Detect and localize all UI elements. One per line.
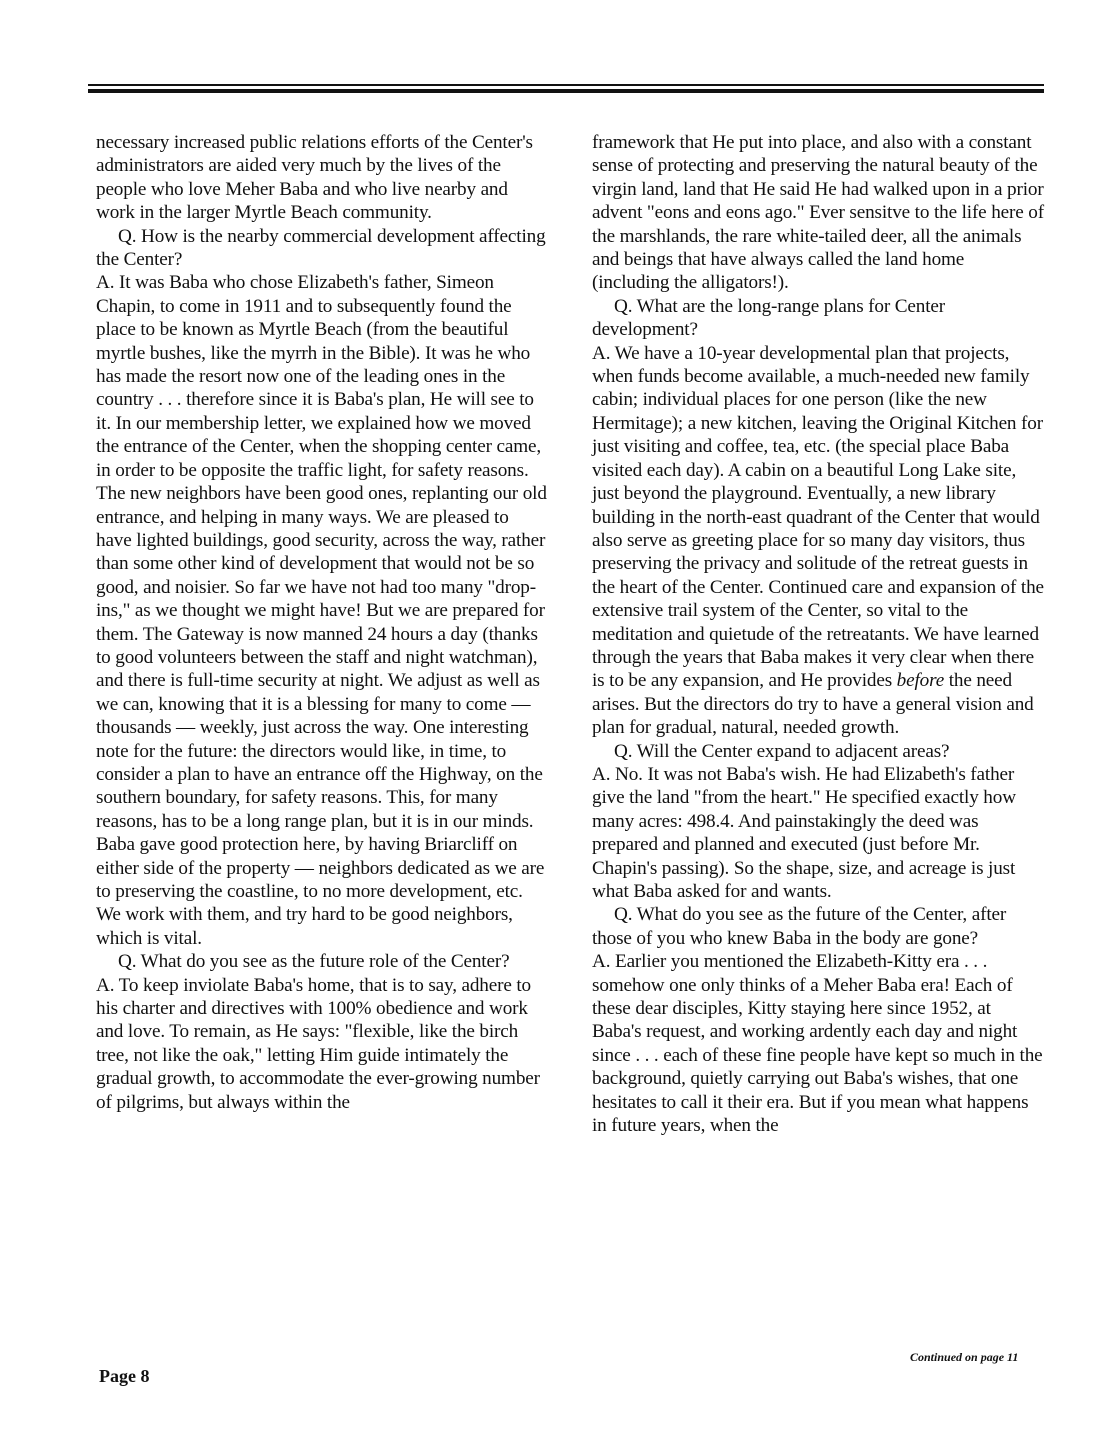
question-paragraph: Q. What are the long-range plans for Center development?: [592, 295, 945, 341]
top-rule-thick-line: [88, 89, 1044, 93]
right-column: [592, 131, 1044, 1137]
answer-paragraph: A. Earlier you mentioned the Elizabeth-Kitty era . . . somehow one only thinks of a Meher Baba era! Each of these dear disciples, Kitty staying here since 1952, at Baba's request, and working ardently each day and night since . . . each of these fine people have kept so much in the background, quietly carrying out Baba's wishes, that one hesitates to call it their era. But if you mean what happens in future years, when the: [592, 951, 1043, 1137]
paragraph: necessary increased public relations efforts of the Center's administrators are aided very much by the lives of the people who love Meher Baba and who live nearby and work in the larger Myrtle Beach community.: [96, 132, 533, 224]
top-rule: [88, 84, 1044, 94]
question-paragraph: Q. How is the nearby commercial development affecting the Center?: [96, 225, 546, 271]
answer-paragraph: [592, 342, 1044, 740]
question-paragraph: Q. What do you see as the future role of the Center?: [118, 951, 510, 973]
emphasized-word: before: [896, 670, 945, 692]
left-column: [96, 131, 548, 1114]
answer-text-after-emphasis: the need arises. But the directors do try to have a general vision and plan for gradual, natural, needed growth.: [592, 670, 1034, 739]
paragraph: framework that He put into place, and also with a constant sense of protecting and preserving the natural beauty of the virgin land, land that He said He had walked upon in a prior advent "eons and eons ago." Ever sensitve to the life here of the marshlands, the rare white-tailed deer, all the animals and beings that have always called the land home (including the alligators!).: [592, 132, 1044, 294]
continued-note: Continued on page 11: [910, 1350, 1019, 1364]
answer-text-before-emphasis: A. We have a 10-year developmental plan that projects, when funds become available, a much-needed new family cabin; individual places for one person (like the new Hermitage); a new kitchen, leaving the Original Kitchen for just visiting and coffee, tea, etc. (the special place Baba visited each day). A cabin on a beautiful Long Lake site, just beyond the playground. Eventually, a new library building in the north-east quadrant of the Center that would also serve as greeting place for so many day visitors, thus preserving the privacy and solitude of the retreat guests in the heart of the Center. Continued care and expansion of the extensive trail system of the Center, so vital to the meditation and quietude of the retreatants. We have learned through the years that Baba makes it very clear when there is to be any expansion, and He provides: [592, 342, 1044, 692]
question-paragraph: Q. What do you see as the future of the Center, after those of you who knew Baba in the body are gone?: [592, 904, 1007, 949]
answer-paragraph: A. No. It was not Baba's wish. He had Elizabeth's father give the land "from the heart." He specified exactly how many acres: 498.4. And painstakingly the deed was prepared and planned and executed (just before Mr. Chapin's passing). So the shape, size, and acreage is just what Baba asked for and wants.: [592, 763, 1016, 902]
answer-paragraph: A. To keep inviolate Baba's home, that is to say, adhere to his charter and directives with 100% obedience and work and love. To remain, as He says: "flexible, like the birch tree, not like the oak," letting Him guide intimately the gradual growth, to accommodate the ever-growing number of pilgrims, but always within the: [96, 974, 540, 1113]
question-paragraph: Q. Will the Center expand to adjacent areas?: [614, 740, 950, 762]
answer-paragraph: A. It was Baba who chose Elizabeth's father, Simeon Chapin, to come in 1911 and to subsequently found the place to be known as Myrtle Beach (from the beautiful myrtle bushes, like the myrrh in the Bible). It was he who has made the resort now one of the leading ones in the country . . . therefore since it is Baba's plan, He will see to it. In our membership letter, we explained how we moved the entrance of the Center, when the shopping center came, in order to be opposite the traffic light, for safety reasons. The new neighbors have been good ones, replanting our old entrance, and helping in many ways. We are pleased to have lighted buildings, good security, across the way, rather than some other kind of development that would not be so good, and noisier. So far we have not had too many "drop-ins," as we thought we might have! But we are prepared for them. The Gateway is now manned 24 hours a day (thanks to good volunteers between the staff and night watchman), and there is full-time security at night. We adjust as well as we can, knowing that it is a blessing for many to come — thousands — weekly, just across the way. One interesting note for the future: the directors would like, in time, to consider a plan to have an entrance off the Highway, on the southern boundary, for safety reasons. This, for many reasons, has to be a long range plan, but it is in our minds. Baba gave good protection here, by having Briarcliff on either side of the property — neighbors dedicated as we are to preserving the coastline, to no more development, etc. We work with them, and try hard to be good neighbors, which is vital.: [96, 272, 547, 949]
page-number: Page 8: [99, 1366, 150, 1386]
top-rule-thin-line: [88, 84, 1044, 86]
